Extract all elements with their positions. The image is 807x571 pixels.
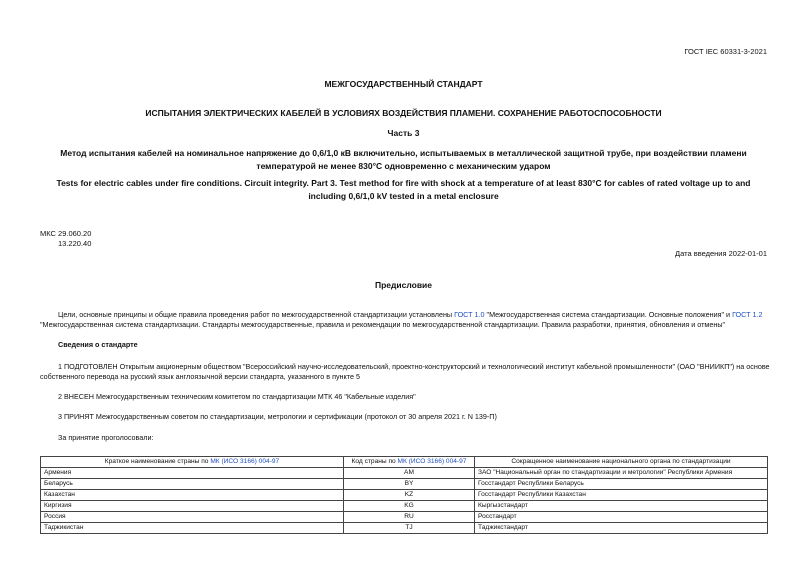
standard-type-heading: МЕЖГОСУДАРСТВЕННЫЙ СТАНДАРТ [324, 79, 483, 89]
subtitle-russian: Метод испытания кабелей на номинальное напряжение до 0,6/1,0 кВ включительно, испытываемых в металлической защитной трубе, при воздействии пламени температурой не менее 830°С одновременно с механическим ударом [60, 148, 747, 171]
cell-body: ЗАО "Национальный орган по стандартизации и метрологии" Республики Армения [475, 468, 768, 479]
table-row [41, 523, 768, 534]
gost-1-0-link[interactable]: ГОСТ 1.0 [454, 310, 485, 319]
table-row [41, 479, 768, 490]
header-standards-body: Сокращенное наименование национального органа по стандартизации [475, 457, 768, 468]
document-code: ГОСТ IEC 60331-3-2021 [684, 47, 767, 56]
mks-code-2: 13.220.40 [58, 239, 92, 248]
preface-heading: Предисловие [374, 280, 433, 290]
table-row [41, 501, 768, 512]
cell-code: RU [344, 512, 475, 523]
cell-country: Таджикистан [41, 523, 344, 534]
cell-code: TJ [344, 523, 475, 534]
item-1-line2: собственного перевода на русский язык англоязычной версии стандарта, указанного в пункте 5 [40, 372, 360, 381]
cell-code: KG [344, 501, 475, 512]
document-title: ИСПЫТАНИЯ ЭЛЕКТРИЧЕСКИХ КАБЕЛЕЙ В УСЛОВИЯХ ВОЗДЕЙСТВИЯ ПЛАМЕНИ. СОХРАНЕНИЕ РАБОТОСПОСОБНОСТИ [145, 108, 662, 118]
preface-text: Цели, основные принципы и общие правила проведения работ по межгосударственной стандартизации установлены [58, 310, 455, 319]
table-row [41, 490, 768, 501]
cell-country: Казахстан [41, 490, 344, 501]
cell-code: KZ [344, 490, 475, 501]
preface-paragraph-line1 [40, 310, 807, 320]
cell-country: Армения [41, 468, 344, 479]
cell-body: Кыргызстандарт [475, 501, 768, 512]
table-header-row [41, 457, 768, 468]
header-text: Краткое наименование страны по [104, 458, 211, 465]
header-text: Код страны по [351, 458, 398, 465]
voted-label: За принятие проголосовали: [58, 433, 154, 442]
mks-code-1: МКС 29.060.20 [40, 229, 92, 238]
standard-info-heading: Сведения о стандарте [58, 340, 138, 349]
cell-country: Россия [41, 512, 344, 523]
cell-body: Госстандарт Республики Беларусь [475, 479, 768, 490]
header-country-name [41, 457, 344, 468]
table-row [41, 468, 768, 479]
mk-iso-link[interactable]: МК (ИСО 3166) 004-97 [210, 458, 280, 465]
item-3: 3 ПРИНЯТ Межгосударственным советом по стандартизации, метрологии и сертификации (протокол от 30 апреля 2021 г. N 139-П) [58, 412, 497, 421]
introduction-date: Дата введения 2022-01-01 [675, 249, 767, 258]
item-2: 2 ВНЕСЕН Межгосударственным техническим комитетом по стандартизации МТК 46 "Кабельные изделия" [58, 392, 416, 401]
item-1-line1: 1 ПОДГОТОВЛЕН Открытым акционерным обществом "Всероссийский научно-исследовательский, проектно-конструкторский и технологический институт кабельной промышленности" (ОАО "ВНИИКП") на основе [58, 362, 770, 371]
mk-iso-link[interactable]: МК (ИСО 3166) 004-97 [397, 458, 467, 465]
preface-text-middle: "Межгосударственная система стандартизации. Основные положения" и [484, 310, 733, 319]
cell-country: Киргизия [41, 501, 344, 512]
part-number: Часть 3 [387, 128, 420, 138]
preface-paragraph-line2: "Межгосударственная система стандартизации. Стандарты межгосударственные, правила и рекомендации по межгосударственной стандартизации. Правила разработки, принятия, обновления и отмены" [40, 320, 726, 329]
cell-code: AM [344, 468, 475, 479]
cell-code: BY [344, 479, 475, 490]
gost-1-2-link[interactable]: ГОСТ 1.2 [732, 310, 763, 319]
subtitle-english: Tests for electric cables under fire conditions. Circuit integrity. Part 3. Test method for fire with shock at a temperature of at least 830°C for cables of rated voltage up to and including 0,6/1,0 kV tested in a metal enclosure [56, 178, 751, 201]
header-country-code [344, 457, 475, 468]
cell-body: Таджикстандарт [475, 523, 768, 534]
table-row [41, 512, 768, 523]
countries-table [40, 456, 768, 534]
cell-body: Госстандарт Республики Казахстан [475, 490, 768, 501]
cell-country: Беларусь [41, 479, 344, 490]
cell-body: Росстандарт [475, 512, 768, 523]
